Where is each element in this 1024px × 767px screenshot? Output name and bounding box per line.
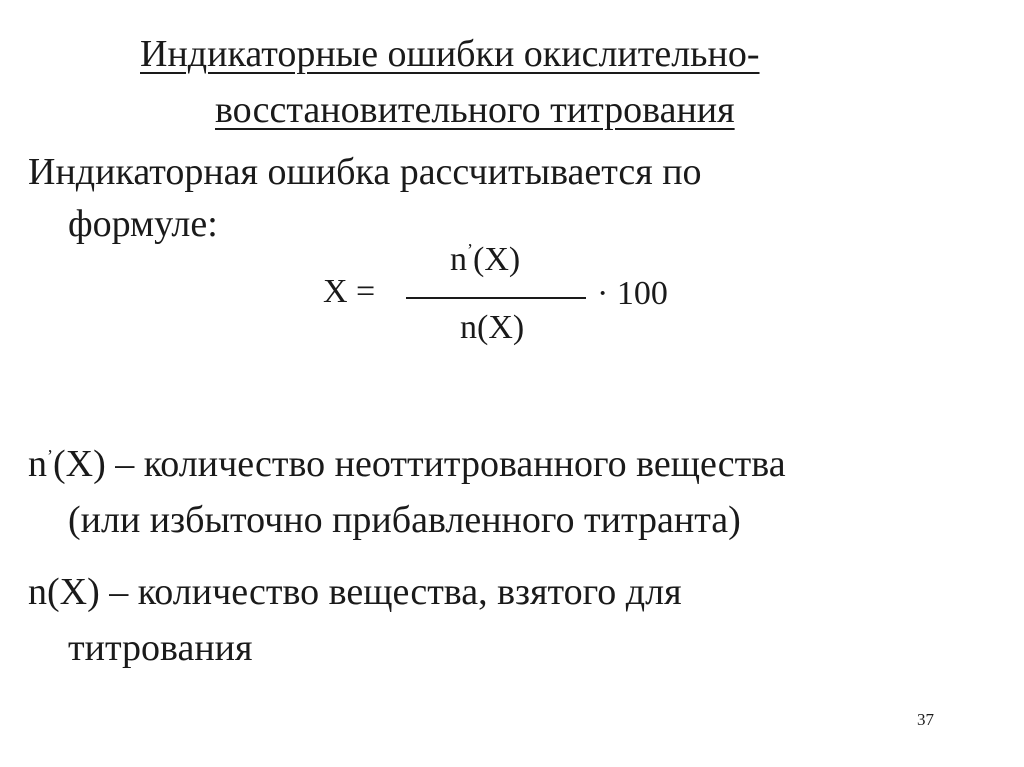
- definition-term: [28, 443, 106, 485]
- slide-title-line-1: Индикаторные ошибки окислительно-: [140, 33, 760, 75]
- definition-text-line-2: (или избыточно прибавленного титранта): [68, 499, 741, 541]
- numerator-base: n: [450, 241, 467, 278]
- formula-numerator: [450, 238, 520, 282]
- slide-title-line-2: восстановительного титрования: [215, 89, 735, 131]
- definition-text-line-1: – количество неоттитрованного вещества: [105, 443, 786, 485]
- formula-denominator: n(X): [460, 309, 525, 346]
- intro-text: [28, 146, 702, 250]
- fraction-bar: [406, 297, 586, 299]
- definition-term: n(X): [28, 571, 100, 613]
- numerator-rest: (X): [473, 241, 521, 278]
- definition-unreacted: [28, 436, 988, 548]
- definition-text-line-2: титрования: [68, 627, 253, 669]
- definition-text-line-1: – количество вещества, взятого для: [99, 571, 682, 613]
- term-rest: (X): [53, 443, 106, 485]
- page-number: 37: [917, 710, 934, 729]
- term-base: n: [28, 443, 47, 485]
- term-prime: ’: [47, 446, 53, 466]
- definition-taken: [28, 564, 988, 676]
- formula-multiplier: · 100: [597, 275, 668, 312]
- intro-line-2: формуле:: [68, 203, 218, 245]
- numerator-prime: ’: [467, 240, 473, 260]
- slide-title: [140, 26, 900, 138]
- intro-line-1: Индикаторная ошибка рассчитывается по: [28, 151, 702, 193]
- formula-lhs: X =: [323, 273, 376, 310]
